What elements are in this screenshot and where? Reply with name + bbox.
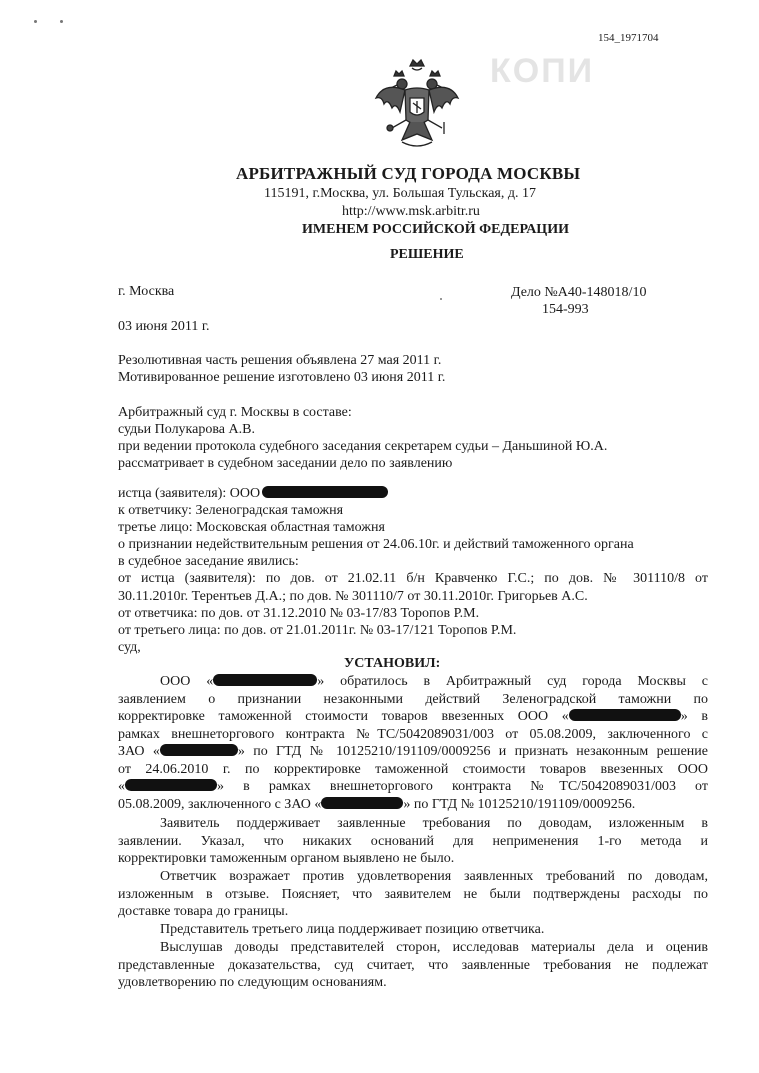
decision-heading: РЕШЕНИЕ — [390, 247, 464, 262]
plaintiff-reps-line: от истца (заявителя): по дов. от 21.02.11 б/н Кравченко Г.С.; по дов. № 301110/8 от — [118, 571, 708, 586]
scan-speck — [60, 20, 63, 23]
established-paragraph-2 — [118, 815, 708, 868]
composition-line: Арбитражный суд г. Москвы в составе: — [118, 405, 352, 420]
paragraph-line: представленные доказательства, суд считает, что заявленные требования не подлежат — [118, 957, 708, 973]
copy-stamp-watermark: КОПИ — [490, 52, 595, 90]
announce-line: Мотивированное решение изготовлено 03 июня 2011 г. — [118, 370, 446, 385]
established-paragraph-5 — [118, 939, 708, 992]
paragraph-text: ООО « — [160, 674, 214, 689]
paragraph-line — [118, 778, 708, 796]
defendant-reps: от ответчика: по дов. от 31.12.2010 № 03-17/83 Торопов Р.М. — [118, 606, 480, 621]
redacted-name — [321, 797, 403, 809]
redacted-name — [160, 744, 238, 756]
paragraph-line: заявлении. Указал, что никаких оснований для неприменения 1-го метода и — [118, 833, 708, 849]
defendant-line: к ответчику: Зеленоградская таможня — [118, 503, 344, 518]
paragraph-line — [118, 708, 708, 726]
redacted-name — [262, 486, 388, 498]
plaintiff-label: истца (заявителя): ООО — [118, 486, 261, 501]
paragraph-line: Ответчик возражает против удовлетворения заявленных требований по доводам, — [160, 869, 708, 884]
paragraph-text: » обратилось в Арбитражный суд города Москвы с — [317, 674, 708, 689]
case-number: Дело №А40-148018/10 — [511, 285, 647, 300]
subject-line: о признании недействительным решения от 24.06.10г. и действий таможенного органа — [118, 537, 634, 552]
redacted-name — [569, 709, 681, 721]
scan-speck — [34, 20, 37, 23]
paragraph-text: » в — [680, 709, 708, 724]
paragraph-line: Представитель третьего лица поддерживает позицию ответчика. — [160, 922, 545, 937]
announce-line: Резолютивная часть решения объявлена 27 мая 2011 г. — [118, 353, 442, 368]
paragraph-line — [118, 673, 708, 691]
scan-speck — [440, 298, 442, 300]
paragraph-line: от 24.06.2010 г. по корректировке таможенной стоимости товаров ввезенных ООО — [118, 761, 708, 777]
paragraph-text: корректировке таможенной стоимости товаров ввезенных ООО « — [118, 709, 569, 724]
court-word: суд, — [118, 640, 141, 655]
composition-line: судьи Полукарова А.В. — [118, 422, 255, 437]
plaintiff-line — [118, 485, 388, 502]
paragraph-line: Выслушав доводы представителей сторон, исследовав материалы дела и оценив — [160, 940, 708, 955]
paragraph-line: Заявитель поддерживает заявленные требования по доводам, изложенным в — [160, 816, 708, 831]
case-subnumber: 154-993 — [542, 302, 589, 317]
paragraph-text: » в рамках внешнеторгового контракта №ТС/5042089031/003 от — [217, 779, 708, 794]
paragraph-line: заявлением о признании незаконными действий Зеленоградской таможни по — [118, 691, 708, 707]
established-paragraph-1 — [118, 673, 708, 813]
appeared-line: в судебное заседание явились: — [118, 554, 299, 569]
paragraph-line — [118, 796, 708, 814]
paragraph-line: рамках внешнеторгового контракта №ТС/5042089031/003 от 05.08.2009, заключенного с — [118, 726, 708, 742]
paragraph-text: 05.08.2009, заключенного с ЗАО « — [118, 796, 322, 812]
court-title: АРБИТРАЖНЫЙ СУД ГОРОДА МОСКВЫ — [236, 164, 581, 183]
plaintiff-reps — [118, 570, 708, 605]
redacted-name — [213, 674, 317, 686]
plaintiff-reps-line: 30.11.2010г. Терентьев Д.А.; по дов. № 301110/7 от 30.11.2010г. Григорьев А.С. — [118, 588, 588, 604]
court-website[interactable]: http://www.msk.arbitr.ru — [342, 204, 480, 219]
paragraph-line: доставке товара до границы. — [118, 904, 289, 919]
third-party-reps: от третьего лица: по дов. от 21.01.2011г. № 03-17/121 Торопов Р.М. — [118, 623, 517, 638]
paragraph-text: « — [118, 779, 125, 794]
coat-of-arms-emblem — [372, 58, 462, 152]
paragraph-line: удовлетворению по следующим основаниям. — [118, 975, 387, 990]
established-paragraph-3 — [118, 868, 708, 921]
redacted-name — [125, 779, 217, 791]
paragraph-line: изложенным в отзыве. Поясняет, что заявителем не были подтверждены расходы по — [118, 886, 708, 902]
paragraph-line: корректировки таможенным органом выявлено не было. — [118, 851, 455, 866]
document-number: 154_1971704 — [598, 32, 659, 44]
composition-line: при ведении протокола судебного заседания секретарем судьи – Даньшиной Ю.А. — [118, 439, 608, 454]
city: г. Москва — [118, 284, 175, 299]
court-address: 115191, г.Москва, ул. Большая Тульская, д. 17 — [264, 186, 536, 201]
established-paragraph-4 — [118, 921, 708, 939]
decision-date: 03 июня 2011 г. — [118, 319, 210, 334]
composition-line: рассматривает в судебном заседании дело по заявлению — [118, 456, 453, 471]
paragraph-text: » по ГТД № 10125210/191109/0009256. — [403, 796, 636, 812]
established-heading: УСТАНОВИЛ: — [344, 656, 441, 671]
paragraph-line — [118, 743, 708, 761]
paragraph-text: ЗАО « — [118, 744, 160, 759]
third-party-line: третье лицо: Московская областная таможня — [118, 520, 385, 535]
in-the-name-heading: ИМЕНЕМ РОССИЙСКОЙ ФЕДЕРАЦИИ — [302, 222, 569, 237]
paragraph-text: » по ГТД № 10125210/191109/0009256 и признать незаконным решение — [237, 744, 708, 759]
